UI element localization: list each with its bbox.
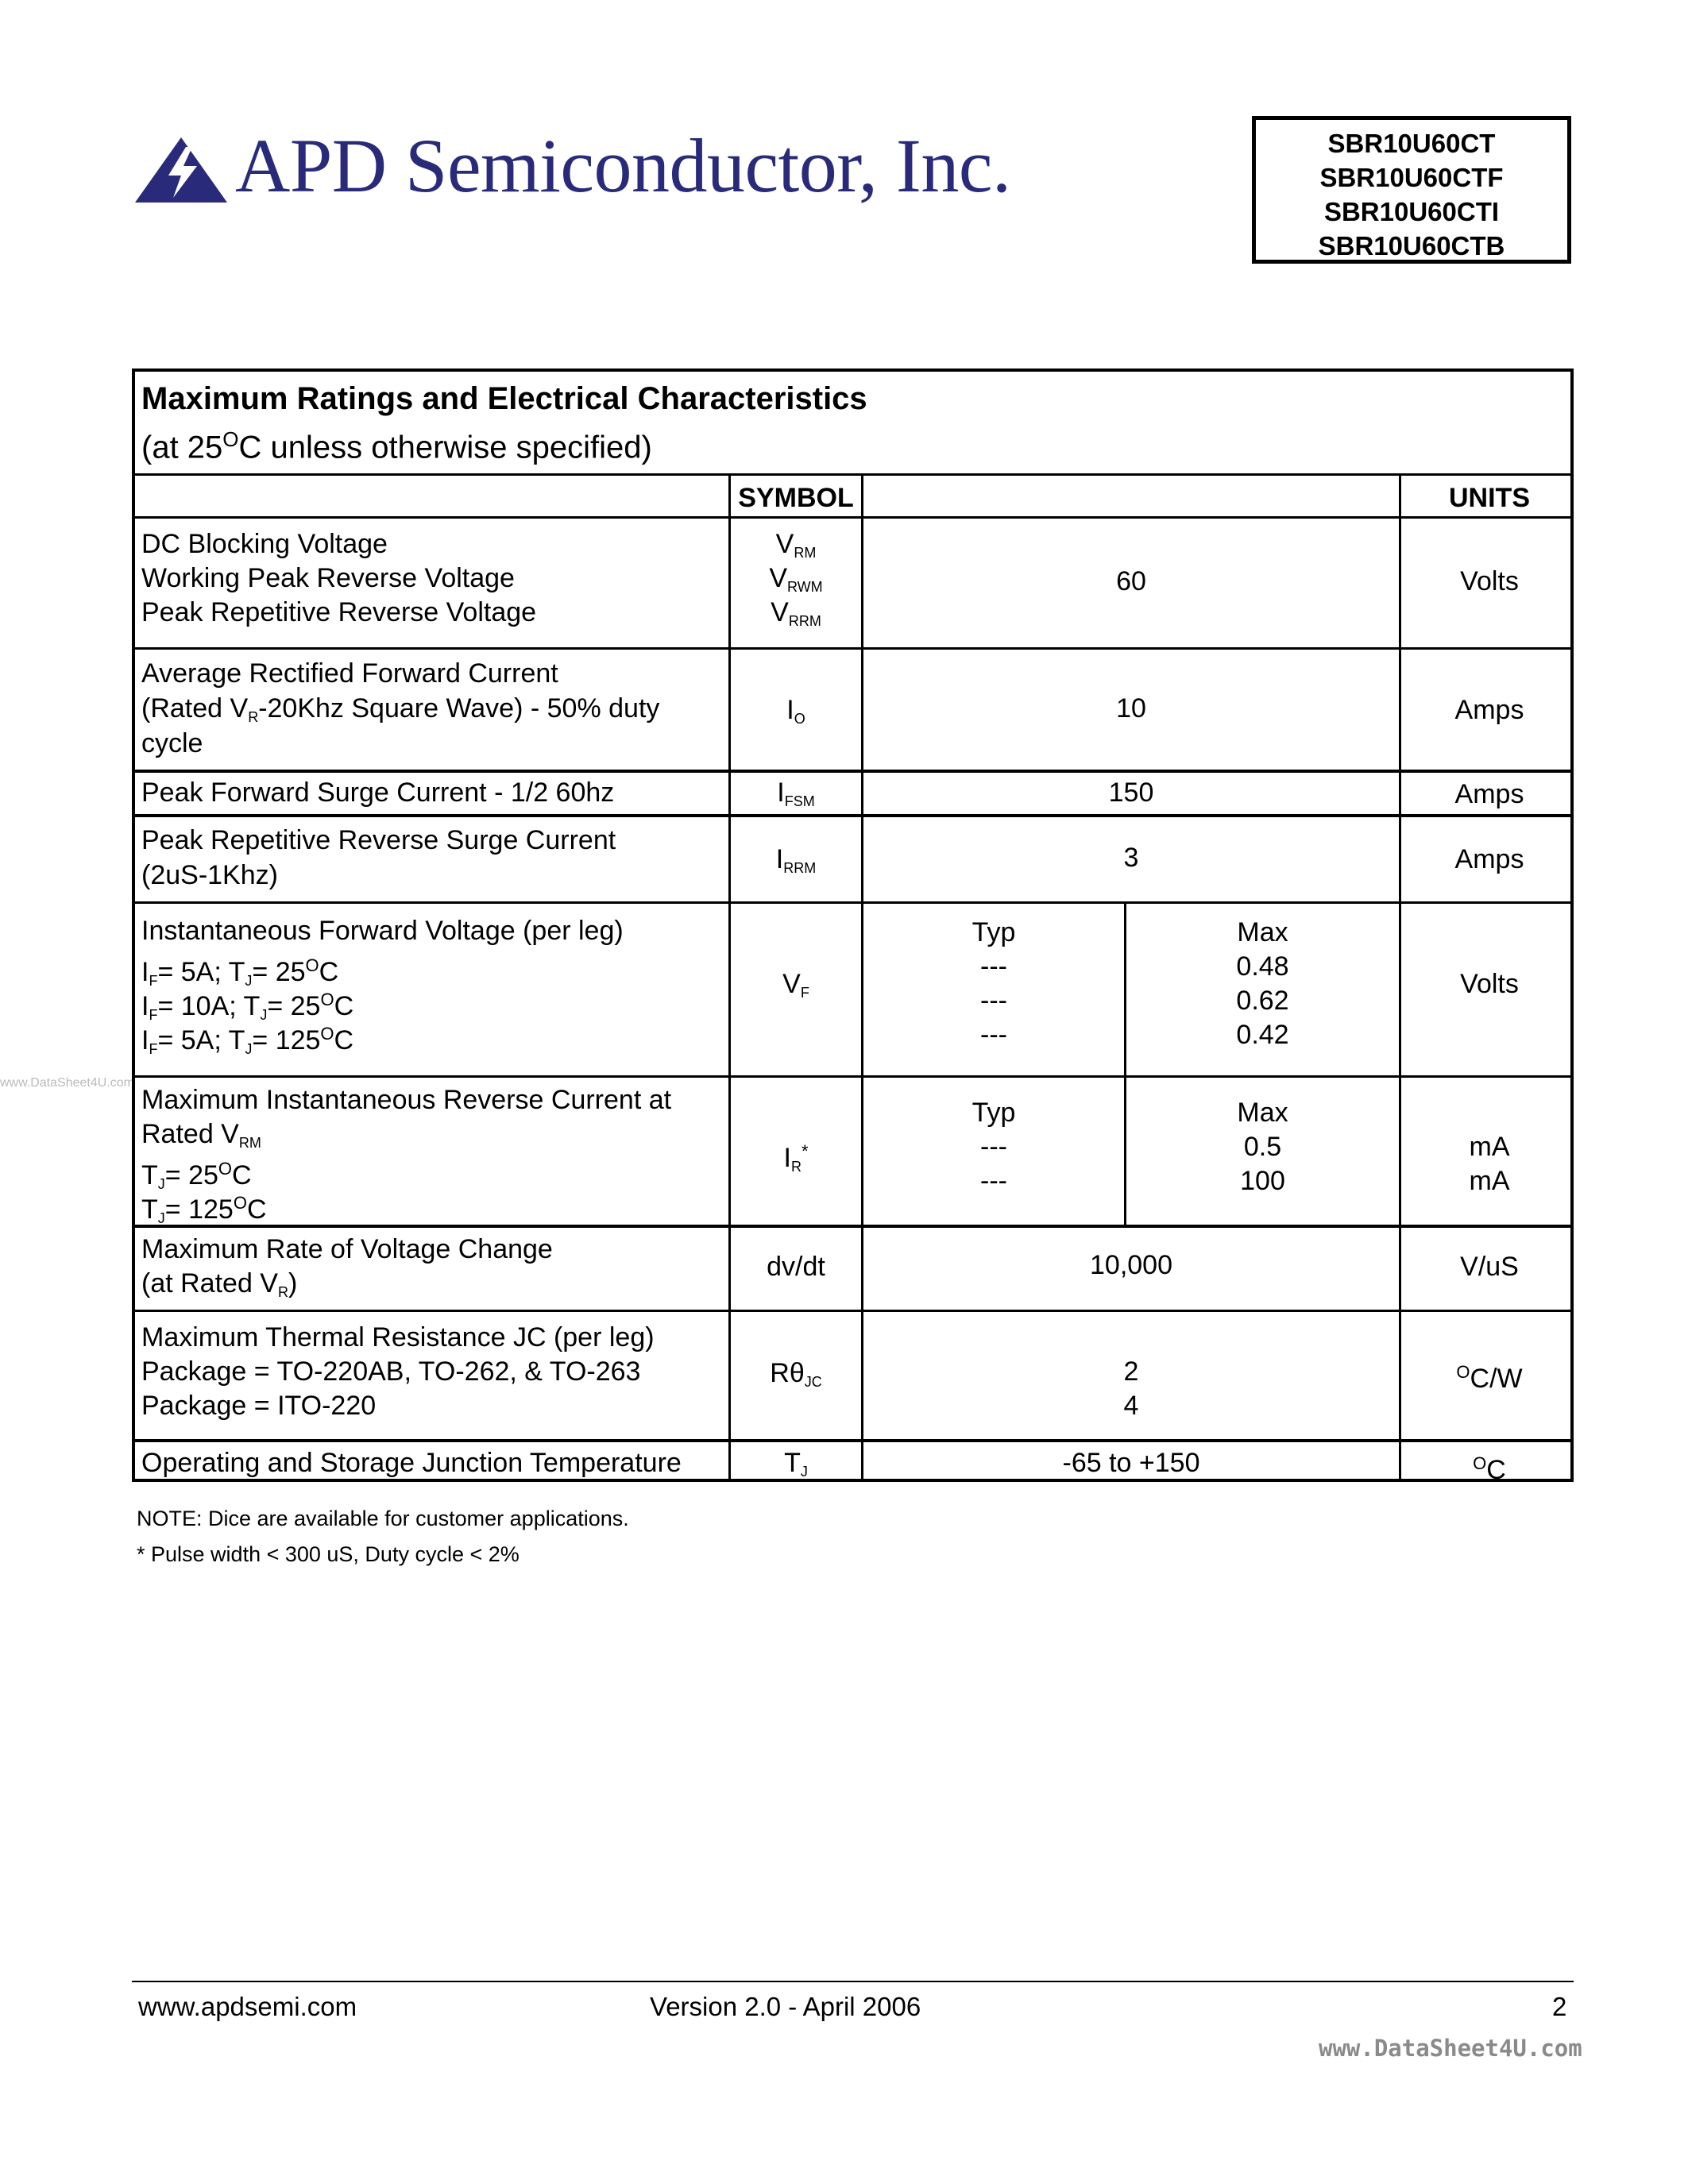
max-value: 0.5 (1243, 1132, 1282, 1162)
symbol: dv/dt (767, 1252, 825, 1282)
typ-value: --- (980, 986, 1007, 1016)
part-number: SBR10U60CT (1327, 129, 1496, 158)
unit: mA (1469, 1132, 1510, 1162)
lightning-triangle-icon (133, 136, 229, 204)
param-label: DC Blocking Voltage (141, 529, 388, 559)
company-name: APD Semiconductor, Inc. (235, 123, 1011, 208)
param-label: Maximum Instantaneous Reverse Current at (141, 1085, 672, 1115)
value: 2 (1123, 1356, 1139, 1387)
value: 4 (1123, 1391, 1139, 1421)
param-label: Peak Repetitive Reverse Surge Current (141, 825, 616, 855)
param-label: (Rated $V_R-20Khz$ Square Wave) - 50% duty (141, 693, 660, 725)
ratings-table (132, 369, 1574, 1485)
param-label: Peak Forward Surge Current - 1/2 60hz (141, 778, 615, 808)
symbol: $I_{RRM}$ (775, 844, 817, 876)
value: 3 (1123, 843, 1139, 873)
typ-header: Typ (971, 917, 1016, 947)
divider (135, 516, 1570, 519)
symbol: $V_{RRM}$ (771, 597, 821, 629)
divider (135, 473, 1570, 476)
footer-version: Version 2.0 - April 2006 (650, 1992, 921, 2021)
param-label: (at Rated $V_R$) (141, 1268, 298, 1300)
max-header: Max (1237, 917, 1288, 947)
param-label: Maximum Thermal Resistance JC (per leg) (141, 1322, 655, 1352)
company-logo (133, 123, 1111, 210)
param-label: Instantaneous Forward Voltage (per leg) (141, 916, 624, 946)
value: 60 (1116, 566, 1146, 596)
table-subtitle: (at $25^OC$ unless otherwise specified) (141, 427, 652, 465)
page-number: 2 (1552, 1992, 1567, 2021)
part-number: SBR10U60CTB (1318, 231, 1505, 260)
divider (135, 901, 1570, 904)
footer-divider (132, 1981, 1574, 1982)
note-dice: NOTE: Dice are available for customer applications. (137, 1507, 629, 1530)
condition: $T_J= 25^OC$ (141, 1159, 252, 1192)
symbol: $I_R^*$ (783, 1141, 809, 1175)
symbol: $I_{FSM}$ (777, 778, 815, 809)
unit: Amps (1454, 844, 1524, 874)
param-label: Package = ITO-220 (141, 1391, 377, 1421)
unit: V/uS (1460, 1252, 1519, 1282)
table-title: Maximum Ratings and Electrical Characteristics (141, 381, 867, 416)
table-title-block (135, 372, 1570, 473)
condition: $I_F= 5A$; $T_J= 125^OC$ (141, 1024, 354, 1057)
symbol-header: SYMBOL (738, 483, 854, 513)
param-label: Average Rectified Forward Current (141, 658, 558, 689)
side-watermark: www.DataSheet4U.com (0, 1076, 134, 1090)
condition: $I_F= 10A$; $T_J= 25^OC$ (141, 990, 354, 1023)
value: 150 (1108, 778, 1154, 808)
value: -65 to +150 (1062, 1448, 1200, 1478)
divider (135, 770, 1570, 773)
part-number-box (1252, 116, 1571, 264)
param-label: Maximum Rate of Voltage Change (141, 1234, 553, 1264)
param-label: Operating and Storage Junction Temperature (141, 1448, 682, 1478)
value: 10 (1116, 693, 1146, 723)
part-number: SBR10U60CTI (1323, 197, 1500, 226)
param-label: Peak Repetitive Reverse Voltage (141, 597, 537, 627)
footer-website-link[interactable]: www.apdsemi.com (138, 1992, 357, 2021)
unit: Volts (1460, 566, 1519, 596)
symbol: $V_F$ (782, 969, 809, 1001)
condition: $I_F= 5A$; $T_J= 25^OC$ (141, 955, 339, 989)
divider (135, 1225, 1570, 1228)
unit: Amps (1454, 695, 1524, 725)
typ-value: --- (980, 1166, 1007, 1196)
max-value: 100 (1240, 1166, 1285, 1196)
unit: mA (1469, 1166, 1510, 1196)
typ-value: --- (980, 1020, 1007, 1050)
param-label: Rated $V_{RM}$ (141, 1119, 261, 1151)
param-label: Package = TO-220AB, TO-262, & TO-263 (141, 1356, 641, 1387)
max-header: Max (1237, 1098, 1288, 1128)
divider (135, 1310, 1570, 1312)
condition: $T_J= 125^OC$ (141, 1193, 267, 1226)
unit: Amps (1454, 779, 1524, 809)
param-label: Working Peak Reverse Voltage (141, 563, 515, 593)
typ-header: Typ (971, 1098, 1016, 1128)
footer-watermark: www.DataSheet4U.com (1319, 2035, 1582, 2062)
typ-value: --- (980, 951, 1007, 982)
divider (135, 1075, 1570, 1078)
max-value: 0.42 (1236, 1020, 1289, 1050)
param-label: (2uS-1Khz) (141, 860, 278, 890)
divider (135, 647, 1570, 650)
value: 10,000 (1090, 1250, 1172, 1280)
symbol: $T_J$ (784, 1448, 808, 1480)
symbol: $V_{RM}$ (775, 529, 817, 561)
symbol: $V_{RWM}$ (769, 563, 823, 595)
divider (135, 1439, 1570, 1442)
param-label: cycle (141, 728, 203, 758)
symbol: $I_O$ (786, 695, 805, 727)
unit: $^O$C (1473, 1453, 1506, 1485)
unit: Volts (1460, 969, 1519, 999)
typ-value: --- (980, 1132, 1007, 1162)
part-number: SBR10U60CTF (1319, 163, 1504, 192)
max-value: 0.48 (1236, 951, 1289, 982)
unit: $^O$C/W (1456, 1362, 1523, 1394)
max-value: 0.62 (1236, 986, 1289, 1016)
units-header: UNITS (1449, 483, 1530, 513)
note-pulse: * Pulse width < 300 uS, Duty cycle < 2% (137, 1542, 520, 1566)
symbol: $R\theta_{JC}$ (770, 1358, 822, 1390)
